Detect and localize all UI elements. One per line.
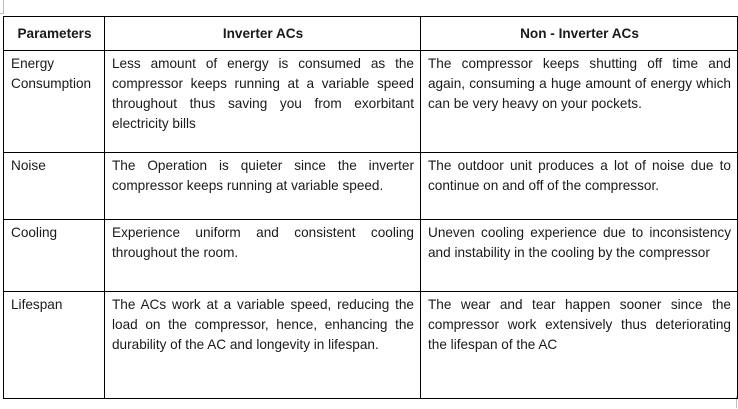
parameter-cell: Lifespan (4, 292, 105, 399)
table-row-cooling (4, 220, 738, 292)
parameter-cell: Energy Consumption (4, 51, 105, 153)
inverter-text: The Operation is quieter since the inverter compressor keeps running at variable speed. (112, 158, 414, 193)
non-inverter-cell (421, 51, 738, 153)
header-inverter-acs: Inverter ACs (105, 17, 421, 51)
header-parameters: Parameters (4, 17, 105, 51)
non-inverter-cell (421, 292, 738, 399)
non-inverter-text: The outdoor unit produces a lot of noise due to continue on and off of the compressor. (428, 158, 731, 193)
comparison-table (3, 16, 738, 399)
header-non-inverter-acs: Non - Inverter ACs (421, 17, 738, 51)
table-row-noise (4, 153, 738, 220)
table-row-energy-consumption (4, 51, 738, 153)
page-corner-mark-top-left (0, 0, 4, 14)
header-row (4, 17, 738, 51)
non-inverter-text: Uneven cooling experience due to inconsistency and instability in the cooling by the compressor (428, 225, 731, 260)
non-inverter-text: The compressor keeps shutting off time and again, consuming a huge amount of energy which can be very heavy on your pockets. (428, 56, 731, 111)
inverter-text: The ACs work at a variable speed, reducing the load on the compressor, hence, enhancing the durability of the AC and longevity in lifespan. (112, 297, 414, 352)
non-inverter-cell (421, 153, 738, 220)
table-row-lifespan (4, 292, 738, 399)
inverter-cell (105, 51, 421, 153)
inverter-cell (105, 220, 421, 292)
non-inverter-text: The wear and tear happen sooner since the compressor work extensively thus deteriorating the lifespan of the AC (428, 297, 731, 352)
parameter-cell: Noise (4, 153, 105, 220)
inverter-cell (105, 292, 421, 399)
inverter-cell (105, 153, 421, 220)
parameter-cell: Cooling (4, 220, 105, 292)
inverter-text: Less amount of energy is consumed as the compressor keeps running at a variable speed throughout thus saving you from exorbitant electricity bills (112, 56, 414, 131)
non-inverter-cell (421, 220, 738, 292)
inverter-text: Experience uniform and consistent cooling throughout the room. (112, 225, 414, 260)
